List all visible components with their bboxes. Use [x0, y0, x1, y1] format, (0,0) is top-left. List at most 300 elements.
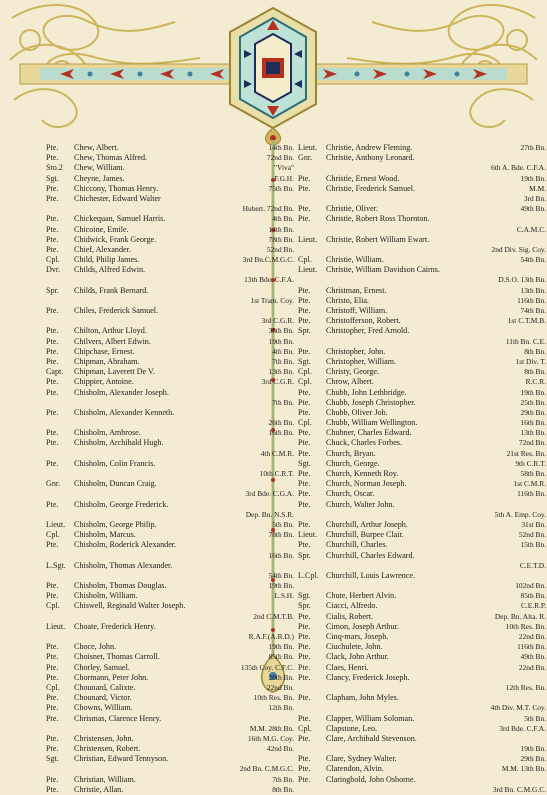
entry-name: Christie, Frederick Samuel.	[326, 183, 416, 193]
entry-name: Chubb, Joseph Christopher.	[326, 397, 416, 407]
roll-entry	[298, 408, 546, 418]
roll-entry	[298, 683, 546, 693]
entry-unit: 72nd Bn.	[518, 438, 546, 448]
entry-name: Christie, Anthony Leonard.	[326, 153, 415, 163]
roll-entry	[46, 337, 294, 347]
entry-rank: Pte.	[46, 326, 59, 336]
roll-entry	[46, 581, 294, 591]
entry-unit: 19th Bn.	[268, 581, 294, 591]
entry-rank: Pte.	[46, 652, 59, 662]
roll-entry	[46, 591, 294, 601]
roll-entry	[298, 520, 546, 530]
entry-unit: 31st Bn.	[521, 519, 546, 529]
entry-rank: Lieut.	[298, 143, 318, 152]
roll-entry	[298, 785, 546, 795]
entry-rank: Pte.	[298, 662, 311, 672]
entry-name: Chickequan, Samuel Harris.	[74, 214, 166, 224]
entry-name: Chief, Alexander.	[74, 244, 131, 254]
entry-rank: Cpl.	[298, 723, 312, 733]
entry-unit: 20th Bn.	[268, 672, 294, 682]
entry-unit: 13th Bde. C.F.A.	[244, 275, 294, 285]
entry-unit: M.M. 13th Bn.	[501, 764, 546, 774]
entry-rank: Pte.	[298, 642, 311, 652]
entry-name: Chubb, Oliver Job.	[326, 407, 388, 417]
roll-entry	[298, 744, 546, 754]
roll-entry	[298, 337, 546, 347]
entry-rank: Pte.	[46, 224, 59, 234]
entry-name: Choisnet, Thomas Carroll.	[74, 652, 160, 662]
roll-entry	[46, 296, 294, 306]
entry-name: Cialis, Robert.	[326, 611, 373, 621]
entry-rank: Pte.	[298, 632, 311, 641]
entry-unit: 29th Bn.	[520, 754, 546, 764]
entry-rank: Sgt.	[46, 173, 59, 183]
roll-entry	[298, 632, 546, 642]
roll-entry	[46, 225, 294, 235]
entry-rank: Pte.	[46, 438, 59, 448]
entry-rank: Lieut.	[298, 530, 318, 540]
roll-entry	[46, 408, 294, 418]
roll-entry	[298, 306, 546, 316]
roll-entry	[46, 418, 294, 428]
entry-name: Christopher, Fred Arnold.	[326, 326, 410, 336]
entry-rank: Pte.	[46, 214, 59, 224]
entry-name: Clare, Archibald Stevenson.	[326, 733, 417, 743]
entry-name: Christie, Robert William Ewart.	[326, 234, 430, 244]
entry-unit: D.S.O. 13th Bn.	[498, 275, 546, 285]
entry-unit: 19th Bn.	[268, 336, 294, 346]
entry-name: Chew, William.	[74, 163, 125, 173]
entry-name: Chew, Albert.	[74, 143, 119, 152]
roll-entry	[46, 194, 294, 204]
entry-unit: 3rd C.G.R.	[261, 377, 294, 387]
roll-entry	[46, 174, 294, 184]
entry-rank: Cpl.	[46, 255, 60, 265]
entry-name: Chisholm, Colin Francis.	[74, 458, 156, 468]
entry-name: Chilvers, Albert Edwin.	[74, 336, 151, 346]
entry-name: Christie, William Davidson Cairns.	[326, 265, 440, 275]
entry-rank: Pte.	[298, 652, 311, 662]
entry-rank: Pte.	[298, 621, 311, 631]
entry-name: Christensen, John.	[74, 733, 134, 743]
entry-unit: 27th Bn.	[520, 143, 546, 152]
entry-name: Chisholm, Thomas Alexander.	[74, 560, 173, 570]
entry-unit: Hubert. 72nd Bn.	[242, 204, 294, 214]
entry-rank: Cpl.	[46, 530, 60, 540]
entry-unit: 7th Bn.	[272, 356, 294, 366]
roll-entry	[298, 540, 546, 550]
entry-unit: R.C.R.	[525, 377, 546, 387]
entry-unit: 22nd Bn.	[518, 632, 546, 641]
roll-entry	[298, 469, 546, 479]
entry-rank: Pte.	[46, 591, 59, 601]
entry-rank: Pte.	[298, 346, 311, 356]
entry-rank: Pte.	[46, 387, 59, 397]
entry-unit: Dep. Bn. N.S.R.	[245, 509, 294, 519]
entry-name: Chisholm, Alexander Kenneth.	[74, 407, 175, 417]
entry-rank: Pte.	[46, 407, 59, 417]
entry-name: Chubb, William Wellington.	[326, 418, 418, 428]
roll-entry	[46, 489, 294, 499]
roll-entry	[298, 184, 546, 194]
roll-entry	[46, 377, 294, 387]
entry-rank: Pte.	[298, 387, 311, 397]
entry-rank: Pte.	[298, 438, 311, 448]
entry-unit: 135th Coy. C.F.C.	[240, 662, 294, 672]
entry-rank: Pte.	[46, 234, 59, 244]
entry-unit: 72nd Bn.	[266, 153, 294, 163]
roll-entry	[46, 703, 294, 713]
roll-entry	[298, 438, 546, 448]
entry-unit: 3rd Bn.C.M.G.C.	[242, 255, 294, 265]
entry-rank: Pte.	[46, 642, 59, 652]
entry-name: Childs, Alfred Edwin.	[74, 265, 146, 275]
entry-name: Chisholm, Roderick Alexander.	[74, 540, 177, 550]
entry-unit: 85th Bn.	[520, 591, 546, 601]
entry-rank: Pte.	[46, 784, 59, 794]
entry-name: Chew, Thomas Alfred.	[74, 153, 148, 163]
entry-name: Clapstone, Leo.	[326, 723, 378, 733]
entry-rank: Pte.	[298, 285, 311, 295]
roll-entry	[298, 612, 546, 622]
roll-entry	[298, 673, 546, 683]
entry-name: Chounard, Calixte.	[74, 682, 136, 692]
entry-rank: Spr.	[298, 601, 311, 611]
roll-entry	[298, 714, 546, 724]
entry-unit: 58th Bn.	[520, 469, 546, 478]
roll-entry	[298, 724, 546, 734]
roll-entry	[46, 255, 294, 265]
roll-entry	[46, 561, 294, 571]
entry-rank: Pte.	[46, 143, 59, 152]
roll-entry	[46, 143, 294, 153]
entry-rank: Pte.	[46, 458, 59, 468]
roll-entry	[298, 581, 546, 591]
roll-entry	[46, 510, 294, 520]
roll-entry	[298, 153, 546, 163]
entry-rank: Pte.	[46, 540, 59, 550]
entry-name: Cimon, Joseph Arthur.	[326, 621, 399, 631]
roll-entry	[46, 347, 294, 357]
roll-entry	[298, 316, 546, 326]
entry-unit: 54th Bn.	[268, 570, 294, 580]
entry-name: Childs, Frank Bernard.	[74, 285, 149, 295]
entry-name: Clack, John Arthur.	[326, 652, 389, 662]
roll-entry	[46, 775, 294, 785]
entry-name: Cheyne, James.	[74, 173, 125, 183]
entry-rank: Sto.2	[46, 163, 63, 173]
roll-entry	[298, 418, 546, 428]
entry-unit: 21st Res. Bn.	[506, 448, 546, 458]
entry-rank: Pte.	[46, 193, 59, 203]
roll-entry	[298, 143, 546, 153]
roll-entry	[298, 510, 546, 520]
entry-rank: Gnr.	[46, 479, 61, 489]
entry-unit: 1st C.M.R.	[513, 479, 546, 489]
entry-rank: Pte.	[298, 448, 311, 458]
roll-entry	[298, 388, 546, 398]
roll-entry	[298, 571, 546, 581]
entry-unit: 19th Bn.	[520, 387, 546, 397]
roll-entry	[298, 245, 546, 255]
entry-rank: Pte.	[298, 295, 311, 305]
entry-rank: Pte.	[298, 214, 311, 224]
entry-rank: Pte.	[298, 499, 311, 509]
entry-unit: 16th M.G. Coy.	[247, 733, 294, 743]
entry-name: Cinq-mars, Joseph.	[326, 632, 389, 641]
roll-entry	[298, 235, 546, 245]
entry-unit: 16th Bn.	[268, 428, 294, 438]
roll-entry	[46, 428, 294, 438]
entry-rank: Pte.	[298, 540, 311, 550]
entry-unit: 22nd Bn.	[518, 662, 546, 672]
entry-unit: 16th Bn.	[520, 418, 546, 428]
entry-unit: C.A.M.C.	[516, 224, 546, 234]
entry-unit: 75th Bn.	[268, 183, 294, 193]
roll-entry	[46, 245, 294, 255]
entry-name: Chute, Herbert Alvin.	[326, 591, 397, 601]
entry-name: Claringbold, John Osborne.	[326, 774, 416, 784]
entry-name: Clapper, William Soloman.	[326, 713, 415, 723]
entry-rank: Cpl.	[46, 601, 60, 611]
entry-name: Ciacci, Alfredo.	[326, 601, 378, 611]
entry-unit: C.E.R.P.	[520, 601, 546, 611]
roll-entry	[46, 764, 294, 774]
entry-name: Chiccony, Thomas Henry.	[74, 183, 159, 193]
entry-unit: M.M. 28th Bn.	[249, 723, 294, 733]
entry-rank: Gnr.	[298, 153, 313, 163]
roll-entry	[46, 438, 294, 448]
entry-unit: 4th C.M.R.	[260, 448, 294, 458]
entry-rank: Pte.	[46, 153, 59, 163]
roll-entry	[46, 601, 294, 611]
entry-name: Chichester, Edward Walter	[74, 193, 161, 203]
entry-rank: Sgt.	[298, 458, 311, 468]
entry-rank: Pte.	[46, 662, 59, 672]
entry-rank: Sgt.	[46, 754, 59, 764]
entry-unit: R.A.F.(A.R.D.)	[248, 632, 294, 641]
roll-entry	[46, 286, 294, 296]
entry-unit: 3rd C.G.R.	[261, 316, 294, 326]
roll-entry	[46, 714, 294, 724]
entry-name: Choce, John.	[74, 642, 117, 652]
entry-rank: Pte.	[298, 469, 311, 478]
entry-rank: Pte.	[46, 581, 59, 591]
entry-unit: 29th Bn.	[520, 407, 546, 417]
entry-rank: Pte.	[298, 173, 311, 183]
roll-entry	[298, 275, 546, 285]
entry-rank: Spr.	[46, 285, 59, 295]
entry-name: Chicoine, Emile.	[74, 224, 129, 234]
entry-unit: 14th Bn.	[268, 143, 294, 152]
roll-entry	[46, 449, 294, 459]
entry-name: Chrismas, Clarence Henry.	[74, 713, 162, 723]
entry-unit: 3rd Bde. C.G.A.	[245, 489, 294, 499]
entry-unit: 3rd Bn.	[523, 193, 546, 203]
entry-unit: 5th Bn.	[272, 519, 294, 529]
entry-name: Chidwick, Frank George.	[74, 234, 157, 244]
roll-entry	[46, 316, 294, 326]
entry-name: Churchill, Arthur Joseph.	[326, 519, 408, 529]
entry-unit: 8th Bn.	[272, 784, 294, 794]
entry-unit: 19th Bn.	[268, 642, 294, 652]
entry-rank: Sgt.	[298, 591, 311, 601]
entry-unit: 10th Res. Bn.	[253, 693, 294, 703]
roll-entry	[46, 540, 294, 550]
entry-rank: Pte.	[298, 754, 311, 764]
entry-rank: Lieut.	[298, 234, 318, 244]
entry-unit: 15th Bn.	[520, 540, 546, 550]
entry-rank: Pte.	[46, 744, 59, 754]
roll-entry	[298, 642, 546, 652]
entry-name: Christopher, William.	[326, 356, 397, 366]
roll-entry	[46, 652, 294, 662]
entry-name: Church, Oscar.	[326, 489, 375, 499]
central-hexagon-medallion	[230, 8, 316, 128]
entry-rank: Pte.	[46, 377, 59, 387]
entry-name: Christian, William.	[74, 774, 136, 784]
entry-rank: Spr.	[298, 550, 311, 560]
entry-rank: Pte.	[298, 489, 311, 499]
entry-unit: 10th C.R.T.	[259, 469, 294, 478]
roll-entry	[46, 571, 294, 581]
entry-rank: Lieut.	[46, 519, 66, 529]
roll-entry	[46, 388, 294, 398]
roll-entry	[298, 367, 546, 377]
entry-name: Chilton, Arthur Lloyd.	[74, 326, 147, 336]
roll-entry	[46, 551, 294, 561]
roll-entry	[298, 265, 546, 275]
entry-unit: F.G.H.	[274, 173, 294, 183]
entry-name: Clarendon, Alvin.	[326, 764, 384, 774]
entry-rank: Pte.	[298, 397, 311, 407]
entry-unit: 13th Bn.	[268, 367, 294, 377]
entry-rank: Cpl.	[298, 367, 312, 377]
roll-entry	[298, 479, 546, 489]
entry-unit: 116th Bn.	[517, 489, 546, 499]
entry-name: Churchill, Charles.	[326, 540, 388, 550]
entry-name: Chorley, Samuel.	[74, 662, 130, 672]
entry-unit: 52nd Bn.	[518, 530, 546, 540]
entry-name: Chisholm, George Frederick.	[74, 499, 169, 509]
roll-entry	[298, 357, 546, 367]
entry-name: Church, George.	[326, 458, 380, 468]
entry-rank: Pte.	[298, 693, 311, 703]
entry-unit: 2nd Bn. C.M.G.C.	[239, 764, 294, 774]
roll-entry	[298, 214, 546, 224]
entry-rank: Pte.	[298, 611, 311, 621]
entry-rank: Pte.	[46, 183, 59, 193]
roll-entry	[298, 449, 546, 459]
entry-name: Christie, Robert Ross Thornton.	[326, 214, 430, 224]
entry-name: Ciuchulete, John.	[326, 642, 383, 652]
entry-rank: Pte.	[298, 204, 311, 214]
entry-unit: 7th Bn.	[272, 397, 294, 407]
roll-entry	[46, 724, 294, 734]
roll-entry	[46, 265, 294, 275]
entry-unit: 16th Bn.	[268, 550, 294, 560]
entry-rank: Pte.	[46, 499, 59, 509]
entry-rank: Pte.	[298, 407, 311, 417]
roll-entry	[46, 306, 294, 316]
entry-rank: Cpl.	[298, 418, 312, 428]
roll-entry	[46, 785, 294, 795]
entry-unit: 49th Bn.	[520, 204, 546, 214]
entry-unit: 13th Bn.	[520, 428, 546, 438]
roll-entry	[46, 642, 294, 652]
entry-name: Churchill, Louis Lawrence.	[326, 570, 416, 580]
entry-rank: Capt.	[46, 367, 64, 377]
roll-entry	[298, 398, 546, 408]
entry-name: Chisholm, William.	[74, 591, 138, 601]
entry-name: Christofferson, Robert.	[326, 316, 401, 326]
roll-entry	[46, 673, 294, 683]
entry-rank: Pte.	[46, 713, 59, 723]
entry-unit: 74th Bn.	[520, 306, 546, 315]
entry-rank: Pte.	[46, 693, 59, 703]
entry-name: Chounard, Victor.	[74, 693, 132, 703]
entry-name: Christie, Ernest Wood.	[326, 173, 400, 183]
entry-name: Christie, Andrew Fleming.	[326, 143, 413, 152]
entry-unit: 4th Bn.	[272, 346, 294, 356]
entry-name: Christie, Allan.	[74, 784, 124, 794]
entry-rank: L.Sgt.	[46, 560, 66, 570]
entry-rank: Pte.	[46, 672, 59, 682]
entry-name: Christian, Edward Tennyson.	[74, 754, 169, 764]
entry-unit: 25th Bn.	[520, 397, 546, 407]
roll-entry	[46, 500, 294, 510]
entry-name: Claes, Henri.	[326, 662, 369, 672]
entry-rank: Pte.	[298, 672, 311, 682]
roll-entry	[46, 469, 294, 479]
entry-unit: 4th Div. M.T. Coy.	[490, 703, 546, 713]
entry-unit: Dep. Bn. Alta. R.	[494, 611, 546, 621]
entry-rank: Spr.	[298, 326, 311, 336]
roll-entry	[46, 153, 294, 163]
roll-entry	[298, 225, 546, 235]
entry-rank: Pte.	[46, 346, 59, 356]
entry-name: Child, Philip James.	[74, 255, 140, 265]
illuminated-header-ornament	[0, 0, 547, 145]
entry-unit: 6th A. Bde. C.F.A.	[491, 163, 546, 173]
entry-name: Church, Kenneth Roy.	[326, 469, 399, 478]
left-name-column	[46, 143, 294, 795]
entry-unit: 3rd Bn. C.M.G.C.	[492, 784, 546, 794]
roll-entry	[46, 744, 294, 754]
roll-entry	[46, 530, 294, 540]
entry-unit: 42nd Bn.	[266, 744, 294, 754]
entry-rank: Pte.	[298, 519, 311, 529]
entry-rank: Lieut.	[46, 621, 66, 631]
entry-name: Christie, William.	[326, 255, 384, 265]
roll-entry	[46, 204, 294, 214]
entry-unit: L.S.H.	[274, 591, 294, 601]
entry-name: Choate, Frederick Henry.	[74, 621, 156, 631]
entry-name: Chubb, John Lethbridge.	[326, 387, 407, 397]
entry-unit: 12th Res. Bn.	[505, 682, 546, 692]
entry-unit: 13th Bn.	[520, 285, 546, 295]
roll-entry	[46, 235, 294, 245]
entry-name: Christopher, John.	[326, 346, 386, 356]
roll-entry	[46, 479, 294, 489]
entry-unit: 26th Bn.	[268, 418, 294, 428]
roll-entry	[298, 775, 546, 785]
entry-unit: 9th C.R.T.	[515, 458, 546, 468]
entry-name: Chisholm, George Philip.	[74, 519, 157, 529]
roll-entry	[46, 632, 294, 642]
entry-unit: 12th Bn.	[268, 703, 294, 713]
entry-unit: 5th A. Emp. Coy.	[494, 509, 546, 519]
